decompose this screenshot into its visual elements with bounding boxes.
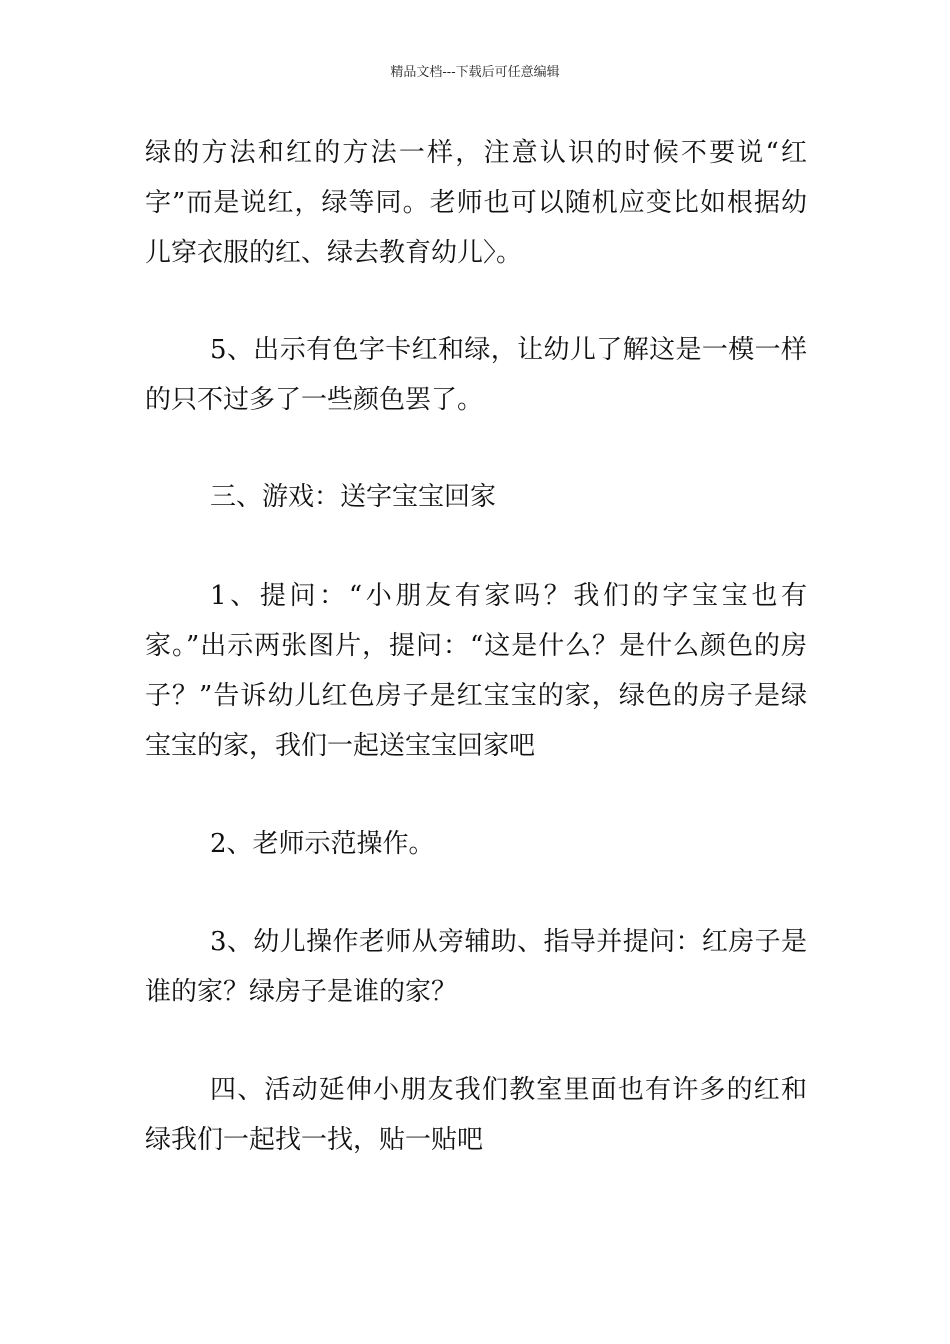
paragraph-2: 5、出示有色字卡红和绿，让幼儿了解这是一模一样的只不过多了一些颜色罢了。 bbox=[145, 335, 807, 415]
section-heading-3: 三、游戏：送字宝宝回家 bbox=[210, 482, 497, 512]
paragraph-5: 2、老师示范操作。 bbox=[210, 829, 435, 859]
paragraph-6: 3、幼儿操作老师从旁辅助、指导并提问：红房子是谁的家？绿房子是谁的家？ bbox=[145, 927, 807, 1007]
document-body bbox=[145, 128, 807, 1165]
paragraph-7: 四、活动延伸小朋友我们教室里面也有许多的红和绿我们一起找一找，贴一贴吧 bbox=[145, 1075, 807, 1155]
paragraph-4: 1、提问：“小朋友有家吗？我们的字宝宝也有家。”出示两张图片，提问：“这是什么？是什么颜色的房子？”告诉幼儿红色房子是红宝宝的家，绿色的房子是绿宝宝的家，我们一起送宝宝回家吧 bbox=[145, 581, 807, 761]
page-header: 精品文档---下载后可任意编辑 bbox=[390, 65, 560, 80]
paragraph-1: 绿的方法和红的方法一样，注意认识的时候不要说“红字”而是说红，绿等同。老师也可以随机应变比如根据幼儿穿衣服的红、绿去教育幼儿〉。 bbox=[145, 138, 807, 268]
